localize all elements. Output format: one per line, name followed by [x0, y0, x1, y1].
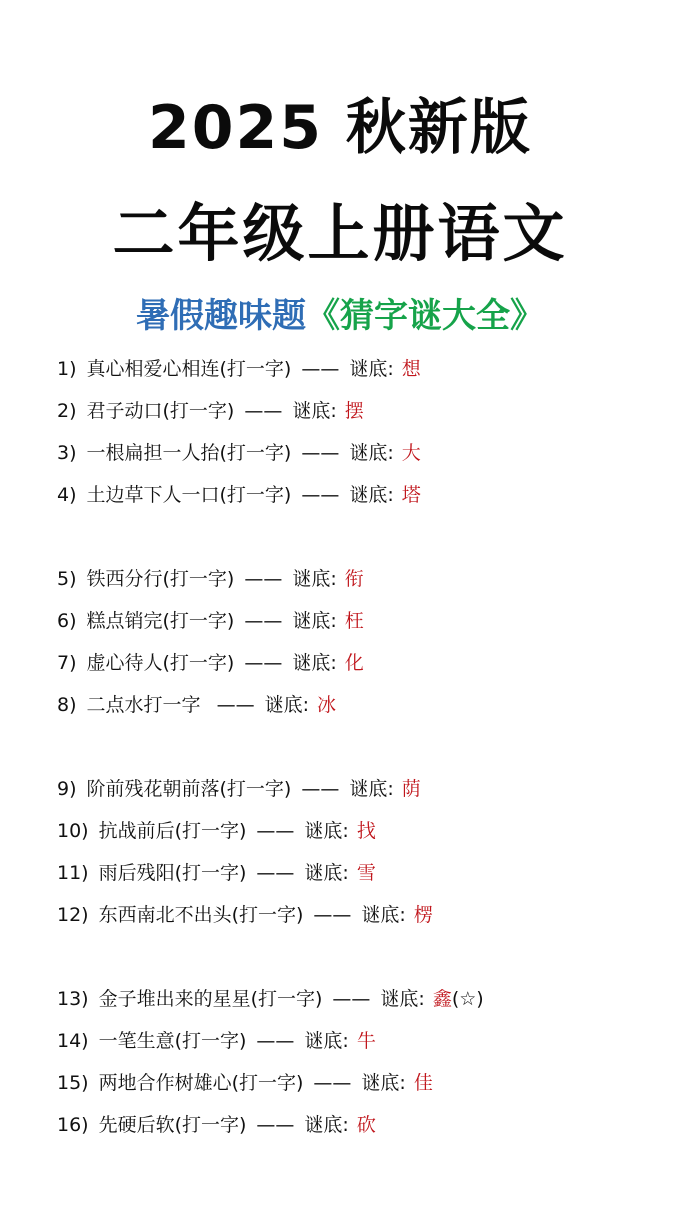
riddle-answer-label: 谜底:: [292, 400, 337, 422]
riddle-answer: 衔: [344, 568, 364, 590]
page-subtitle: 二年级上册语文: [112, 197, 568, 270]
riddle-answer: 牛: [356, 1030, 376, 1052]
riddle-answer: 找: [356, 820, 376, 842]
riddle-separator: ——: [244, 400, 283, 422]
riddle-answer: 枉: [344, 610, 364, 632]
riddle-item: [57, 810, 657, 852]
riddle-item: [57, 558, 657, 600]
riddle-separator: ——: [256, 820, 295, 842]
riddle-question: 土边草下人一口(打一字): [86, 484, 292, 506]
riddle-number: 11): [57, 862, 89, 884]
riddle-item: [57, 684, 657, 726]
riddle-separator: ——: [256, 862, 295, 884]
riddle-answer-label: 谜底:: [349, 442, 394, 464]
riddle-answer: 想: [401, 358, 421, 380]
riddle-question: 东西南北不出头(打一字): [98, 904, 304, 926]
riddle-item: [57, 1062, 657, 1104]
riddle-separator: ——: [332, 988, 371, 1010]
riddle-question: 先硬后软(打一字): [98, 1114, 247, 1136]
riddle-separator: ——: [256, 1114, 295, 1136]
riddle-item: [57, 1104, 657, 1146]
riddle-number: 12): [57, 904, 89, 926]
riddle-item: [57, 348, 657, 390]
page-title: 2025 秋新版: [148, 93, 532, 163]
riddle-item: [57, 852, 657, 894]
riddle-item: [57, 768, 657, 810]
riddle-answer-label: 谜底:: [361, 1072, 406, 1094]
riddle-item: [57, 432, 657, 474]
riddle-answer: 荫: [401, 778, 421, 800]
riddle-separator: ——: [301, 778, 340, 800]
riddle-question: 雨后残阳(打一字): [98, 862, 247, 884]
riddle-separator: ——: [244, 610, 283, 632]
riddle-answer-label: 谜底:: [349, 778, 394, 800]
riddle-separator: ——: [313, 1072, 352, 1094]
riddle-number: 6): [57, 610, 77, 632]
riddle-item: [57, 1020, 657, 1062]
riddle-answer-label: 谜底:: [380, 988, 425, 1010]
riddle-item: [57, 978, 657, 1020]
riddle-number: 14): [57, 1030, 89, 1052]
riddle-answer-label: 谜底:: [349, 484, 394, 506]
riddle-separator: ——: [301, 358, 340, 380]
riddle-answer-label: 谜底:: [304, 820, 349, 842]
riddle-answer-label: 谜底:: [264, 694, 309, 716]
riddle-answer: 雪: [356, 862, 376, 884]
riddle-question: 两地合作树雄心(打一字): [98, 1072, 304, 1094]
riddle-separator: ——: [313, 904, 352, 926]
riddle-separator: ——: [301, 442, 340, 464]
riddle-answer: 佳: [413, 1072, 433, 1094]
riddle-question: 金子堆出来的星星(打一字): [98, 988, 323, 1010]
riddle-item: [57, 894, 657, 936]
riddle-item: [57, 474, 657, 516]
riddle-answer-label: 谜底:: [304, 1030, 349, 1052]
riddle-number: 9): [57, 778, 77, 800]
riddle-separator: ——: [301, 484, 340, 506]
section-title-book: 《猜字谜大全》: [306, 296, 544, 336]
riddle-number: 8): [57, 694, 77, 716]
riddle-item: [57, 600, 657, 642]
riddle-answer-label: 谜底:: [361, 904, 406, 926]
riddle-answer-label: 谜底:: [292, 652, 337, 674]
riddle-number: 15): [57, 1072, 89, 1094]
riddle-answer: 鑫: [432, 988, 452, 1010]
riddle-number: 3): [57, 442, 77, 464]
riddle-question: 君子动口(打一字): [86, 400, 235, 422]
riddle-number: 4): [57, 484, 77, 506]
riddle-answer-label: 谜底:: [292, 568, 337, 590]
riddle-answer-label: 谜底:: [292, 610, 337, 632]
riddle-answer: 砍: [356, 1114, 376, 1136]
riddle-question: 铁西分行(打一字): [86, 568, 235, 590]
riddle-number: 2): [57, 400, 77, 422]
section-title-prefix: 暑假趣味题: [136, 296, 306, 336]
riddle-question: 阶前残花朝前落(打一字): [86, 778, 292, 800]
riddle-answer-label: 谜底:: [304, 862, 349, 884]
riddle-question: 一笔生意(打一字): [98, 1030, 247, 1052]
riddle-answer: 楞: [413, 904, 433, 926]
section-title: [0, 292, 680, 340]
riddle-answer-label: 谜底:: [349, 358, 394, 380]
riddle-question: 一根扁担一人抬(打一字): [86, 442, 292, 464]
riddle-separator: ——: [244, 652, 283, 674]
riddle-question: 糕点销完(打一字): [86, 610, 235, 632]
riddle-number: 10): [57, 820, 89, 842]
riddle-answer: 摆: [344, 400, 364, 422]
riddle-note: (☆): [451, 988, 484, 1010]
riddle-item: [57, 642, 657, 684]
riddle-separator: ——: [244, 568, 283, 590]
riddle-list: [57, 348, 657, 1146]
riddle-number: 7): [57, 652, 77, 674]
riddle-answer-label: 谜底:: [304, 1114, 349, 1136]
riddle-question: 真心相爱心相连(打一字): [86, 358, 292, 380]
riddle-number: 5): [57, 568, 77, 590]
riddle-answer: 冰: [316, 694, 336, 716]
riddle-question: 二点水打一字: [86, 694, 207, 716]
riddle-item: [57, 390, 657, 432]
riddle-number: 16): [57, 1114, 89, 1136]
riddle-answer: 大: [401, 442, 421, 464]
riddle-question: 虚心待人(打一字): [86, 652, 235, 674]
riddle-question: 抗战前后(打一字): [98, 820, 247, 842]
riddle-separator: ——: [216, 694, 255, 716]
riddle-answer: 化: [344, 652, 364, 674]
riddle-answer: 塔: [401, 484, 421, 506]
riddle-number: 1): [57, 358, 77, 380]
riddle-separator: ——: [256, 1030, 295, 1052]
riddle-number: 13): [57, 988, 89, 1010]
